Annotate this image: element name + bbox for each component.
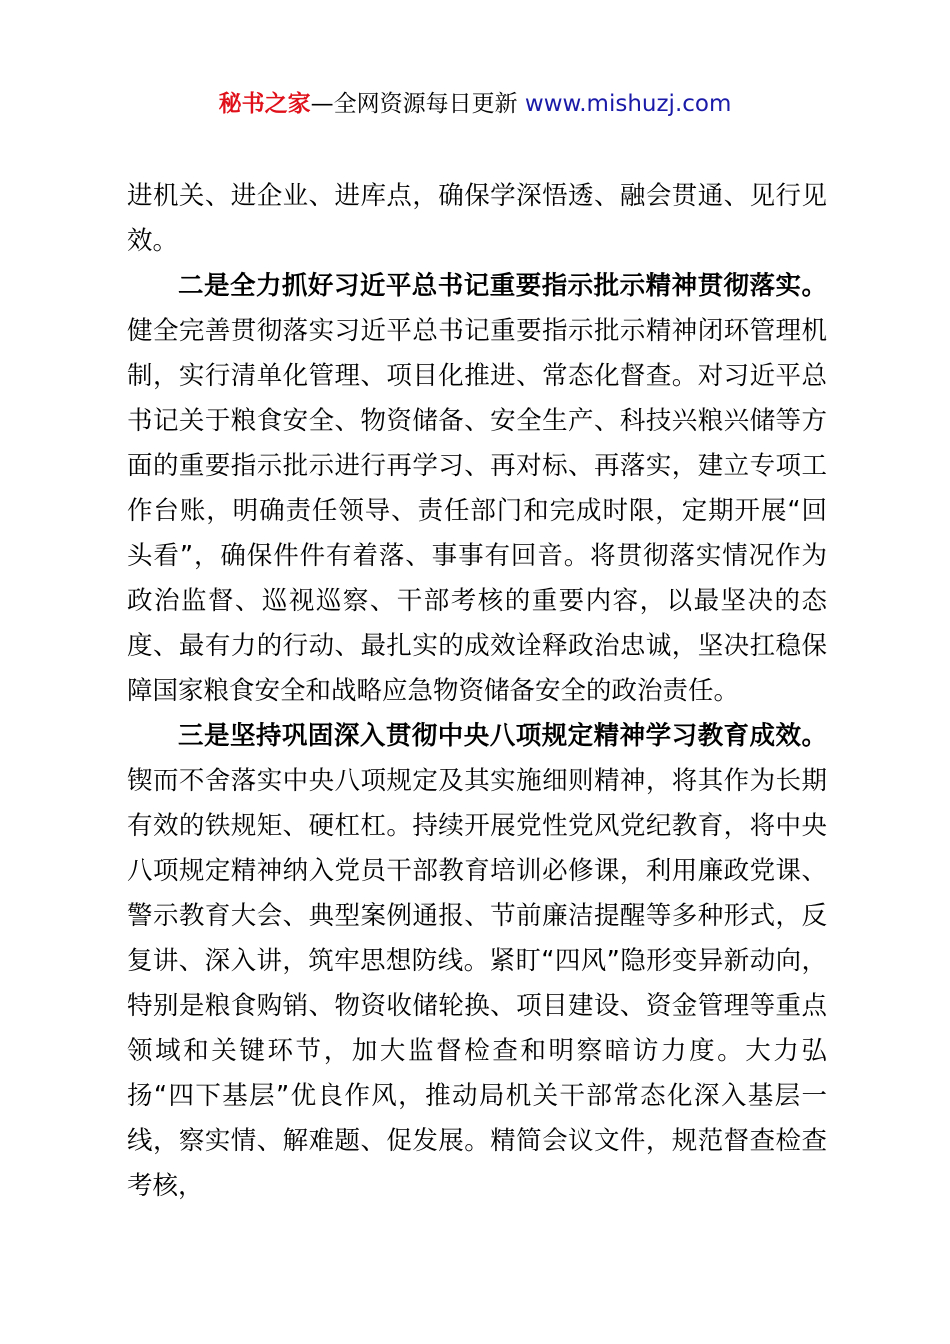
site-url-link[interactable]: www.mishuzj.com	[524, 91, 732, 117]
paragraph-3-text: 锲而不舍落实中央八项规定及其实施细则精神，将其作为长期有效的铁规矩、硬杠杠。持续开展党性党风党纪教育，将中央八项规定精神纳入党员干部教育培训必修课，利用廉政党课、警示教育大会、典型案例通报、节前廉洁提醒等多种形式，反复讲、深入讲，筑牢思想防线。紧盯“四风”隐形变异新动向，特别是粮食购销、物资收储轮换、项目建设、资金管理等重点领域和关键环节，加大监督检查和明察暗访力度。大力弘扬“四下基层”优良作风，推动局机关干部常态化深入基层一线，察实情、解难题、促发展。精简会议文件，规范督查检查考核，	[127, 766, 827, 1201]
site-tagline: —全网资源每日更新	[310, 91, 525, 117]
paragraph-2-heading: 二是全力抓好习近平总书记重要指示批示精神贯彻落实。	[178, 271, 827, 301]
paragraph-2-text: 健全完善贯彻落实习近平总书记重要指示批示精神闭环管理机制，实行清单化管理、项目化推进、常态化督查。对习近平总书记关于粮食安全、物资储备、安全生产、科技兴粮兴储等方面的重要指示批示进行再学习、再对标、再落实，建立专项工作台账，明确责任领导、责任部门和完成时限，定期开展“回头看”，确保件件有着落、事事有回音。将贯彻落实情况作为政治监督、巡视巡察、干部考核的重要内容，以最坚决的态度、最有力的行动、最扎实的成效诠释政治忠诚，坚决扛稳保障国家粮食安全和战略应急物资储备安全的政治责任。	[127, 316, 827, 706]
site-header	[0, 86, 950, 122]
document-body	[127, 174, 827, 1209]
paragraph-3-heading: 三是坚持巩固深入贯彻中央八项规定精神学习教育成效。	[178, 721, 827, 751]
paragraph-1-text: 进机关、进企业、进库点，确保学深悟透、融会贯通、见行见效。	[127, 181, 827, 256]
paragraph-1	[127, 174, 827, 264]
paragraph-3	[127, 714, 827, 1209]
site-brand: 秘书之家	[218, 91, 311, 117]
paragraph-2	[127, 264, 827, 714]
